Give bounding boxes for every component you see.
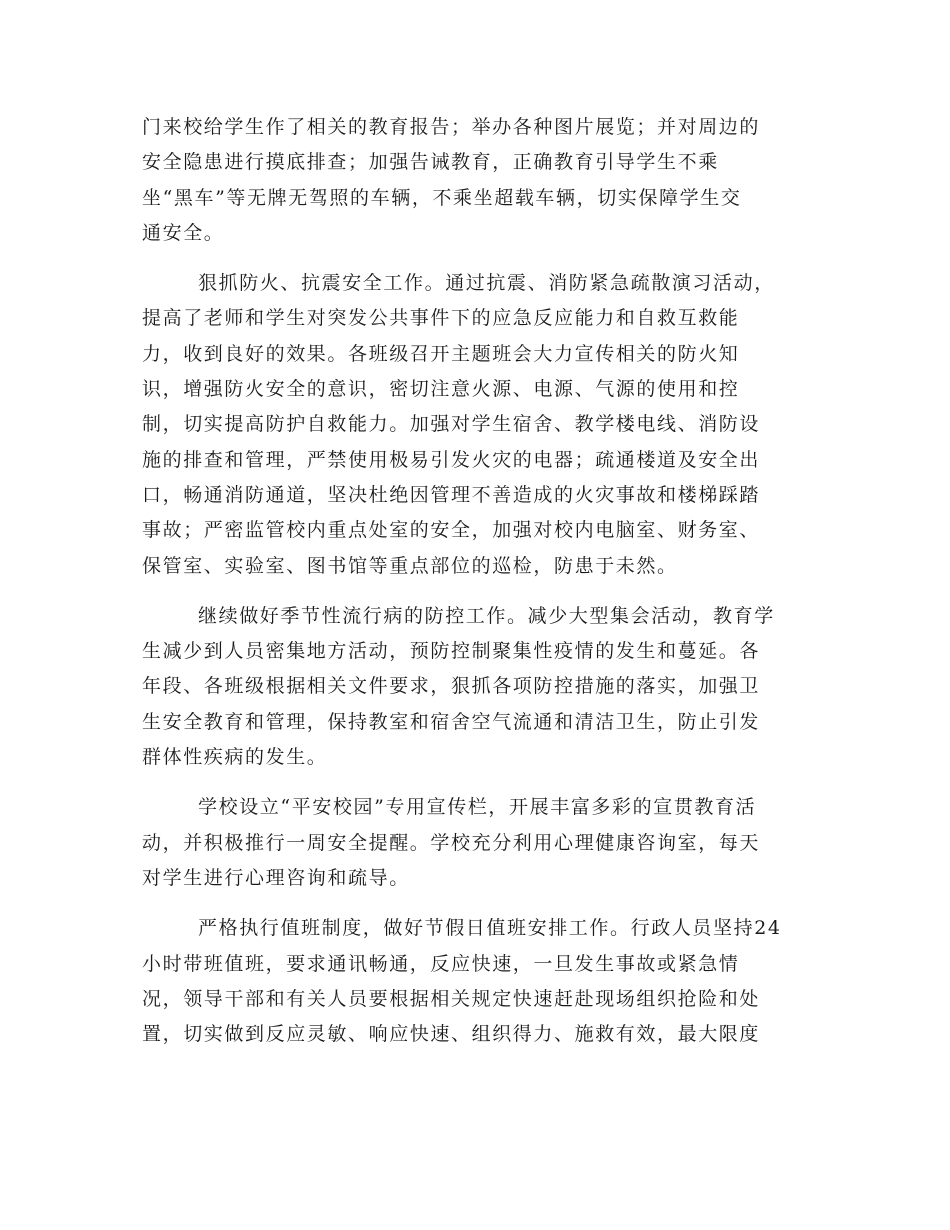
- text-line: 继续做好季节性流行病的防控工作。减少大型集会活动，教育学: [198, 604, 775, 627]
- text-line: 群体性疾病的发生。: [142, 746, 328, 769]
- text-line: 事故；严密监管校内重点处室的安全，加强对校内电脑室、财务室、: [142, 519, 761, 542]
- paragraph-duty-system: [142, 911, 822, 1052]
- text-line: 施的排查和管理，严禁使用极易引发火灾的电器；疏通楼道及安全出: [142, 448, 761, 471]
- text-line: 动，并积极推行一周安全提醒。学校充分利用心理健康咨询室，每天: [142, 831, 761, 854]
- paragraph-safe-campus-publicity: [142, 790, 822, 896]
- text-line: 年段、各班级根据相关文件要求，狠抓各项防控措施的落实，加强卫: [142, 675, 761, 698]
- text-line: 严格执行值班制度，做好节假日值班安排工作。行政人员坚持24: [198, 917, 782, 940]
- paragraph-fire-earthquake-safety: [142, 266, 822, 584]
- text-line: 对学生进行心理咨询和疏导。: [142, 866, 410, 889]
- text-line: 况，领导干部和有关人员要根据相关规定快速赶赴现场组织抢险和处: [142, 987, 761, 1010]
- text-line: 口，畅通消防通道，坚决杜绝因管理不善造成的火灾事故和楼梯踩踏: [142, 483, 761, 506]
- text-line: 制，切实提高防护自救能力。加强对学生宿舍、教学楼电线、消防设: [142, 413, 761, 436]
- text-line: 坐“黑车”等无牌无驾照的车辆，不乘坐超载车辆，切实保障学生交: [142, 186, 742, 209]
- text-line: 生安全教育和管理，保持教室和宿舍空气流通和清洁卫生，防止引发: [142, 710, 761, 733]
- text-line: 置，切实做到反应灵敏、响应快速、组织得力、施救有效，最大限度: [142, 1023, 761, 1046]
- paragraph-epidemic-prevention: [142, 599, 822, 775]
- text-line: 保管室、实验室、图书馆等重点部位的巡检，防患于未然。: [142, 554, 678, 577]
- text-line: 小时带班值班，要求通讯畅通，反应快速，一旦发生事故或紧急情: [142, 952, 740, 975]
- text-line: 安全隐患进行摸底排查；加强告诫教育，正确教育引导学生不乘: [142, 151, 719, 174]
- text-line: 力，收到良好的效果。各班级召开主题班会大力宣传相关的防火知: [142, 342, 740, 365]
- text-line: 门来校给学生作了相关的教育报告；举办各种图片展览；并对周边的: [142, 116, 761, 138]
- text-line: 狠抓防火、抗震安全工作。通过抗震、消防紧急疏散演习活动，: [198, 272, 775, 295]
- text-line: 生减少到人员密集地方活动，预防控制聚集性疫情的发生和蔓延。各: [142, 640, 761, 663]
- document-body: [142, 110, 822, 1067]
- text-line: 识，增强防火安全的意识，密切注意火源、电源、气源的使用和控: [142, 378, 740, 401]
- text-line: 学校设立“平安校园”专用宣传栏，开展丰富多彩的宣贯教育活: [198, 796, 757, 819]
- text-line: 通安全。: [142, 221, 225, 244]
- paragraph-traffic-safety: [142, 110, 822, 251]
- text-line: 提高了老师和学生对突发公共事件下的应急反应能力和自救互救能: [142, 307, 740, 330]
